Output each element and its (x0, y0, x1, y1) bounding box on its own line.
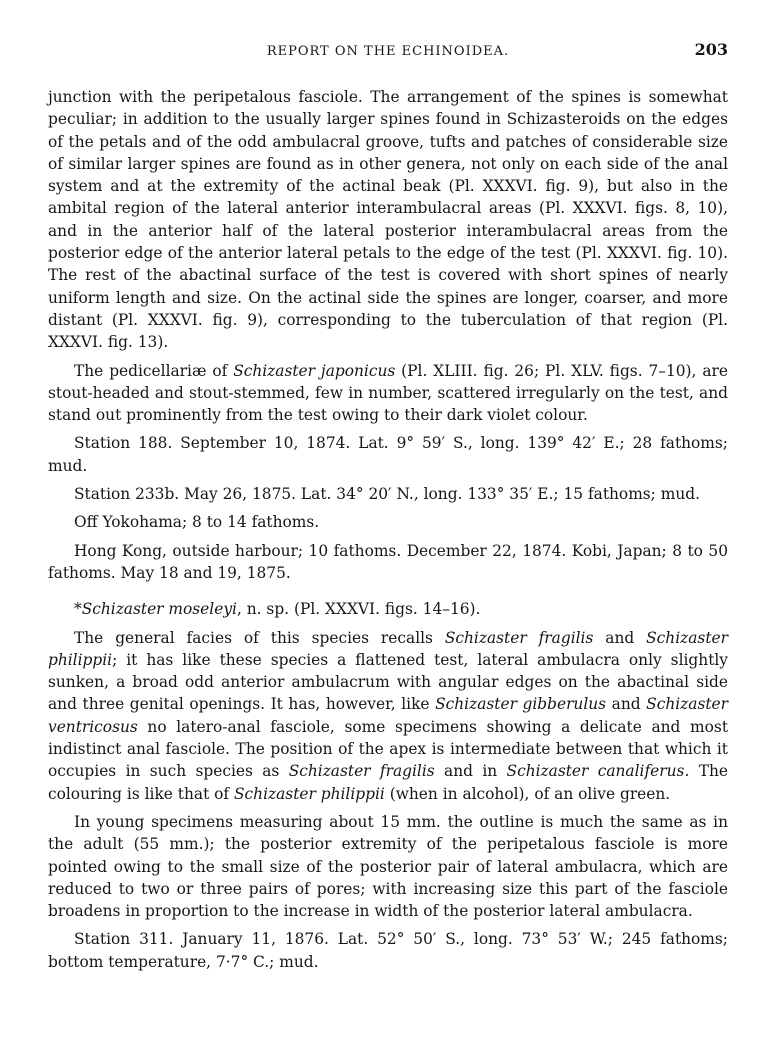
paragraph-spines: junction with the peripetalous fasciole. The arrangement of the spines is somewhat peculiar; in addition to the usually larger spines found in Schizasteroids on the edges of the petals and of the odd ambulacral groove, tufts and patches of considerable size of similar larger spines are found as in other genera, not only on each side of the anal system and at the extremity of the actinal beak (Pl. XXXVI. fig. 9), but also in the ambital region of the lateral anterior interambulacral areas (Pl. XXXVI. figs. 8, 10), and in the anterior half of the lateral posterior interambulacral areas from the posterior edge of the anterior lateral petals to the edge of the test (Pl. XXXVI. fig. 10). The rest of the abactinal surface of the test is covered with short spines of nearly uniform length and size. On the actinal side the spines are longer, coarser, and more distant (Pl. XXXVI. fig. 9), corresponding to the tuberculation of that region (Pl. XXXVI. fig. 13). (48, 88, 728, 352)
station-record: Station 188. September 10, 1874. Lat. 9° 59′ S., long. 139° 42′ E.; 28 fathoms; mud. (48, 434, 728, 475)
station-record: Hong Kong, outside harbour; 10 fathoms. December 22, 1874. Kobi, Japan; 8 to 50 fathoms. May 18 and 19, 1875. (48, 541, 728, 582)
page-body (48, 86, 728, 973)
station-record: Station 233b. May 26, 1875. Lat. 34° 20′ N., long. 133° 35′ E.; 15 fathoms; mud. (74, 485, 701, 504)
running-header (48, 40, 728, 66)
station-record: Off Yokohama; 8 to 14 fathoms. (74, 513, 320, 532)
station-record: Station 311. January 11, 1876. Lat. 52° 50′ S., long. 73° 53′ W.; 245 fathoms; bottom temperature, 7·7° C.; mud. (48, 930, 728, 971)
paragraph-facies: The general facies of this species recalls Schizaster fragilis and Schizaster philippii; it has like these species a flattened test, lateral ambulacra only slightly sunken, a broad odd anterior ambulacrum with angular edges on the abactinal side and three genital openings. It has, however, like Schizaster gibberulus and Schizaster ventricosus no latero-anal fasciole, some specimens showing a delicate and most indistinct anal fasciole. The position of the apex is intermediate between that which it occupies in such species as Schizaster fragilis and in Schizaster canaliferus. The colouring is like that of Schizaster philippii (when in alcohol), of an olive green. (48, 628, 729, 803)
running-title: REPORT ON THE ECHINOIDEA. (266, 44, 510, 59)
paragraph-young-specimens: In young specimens measuring about 15 mm. the outline is much the same as in the adult (55 mm.); the posterior extremity of the peripetalous fasciole is more pointed owing to the small size of the posterior pair of lateral ambulacra, which are reduced to two or three pairs of pores; with increasing size this part of the fasciole broadens in proportion to the increase in width of the posterior lateral ambulacra. (48, 812, 728, 921)
page-number: 203 (694, 40, 728, 59)
species-heading: *Schizaster moseleyi, n. sp. (Pl. XXXVI. figs. 14–16). (74, 600, 481, 619)
paragraph-pedicellariae: The pedicellariæ of Schizaster japonicus (Pl. XLIII. fig. 26; Pl. XLV. figs. 7–10), are stout-headed and stout-stemmed, few in number, scattered irregularly on the test, and stand out prominently from the test owing to their dark violet colour. (48, 361, 728, 425)
species-name: Schizaster japonicus (233, 361, 396, 380)
document-page (48, 40, 728, 973)
species-name: Schizaster moseleyi (81, 600, 237, 619)
